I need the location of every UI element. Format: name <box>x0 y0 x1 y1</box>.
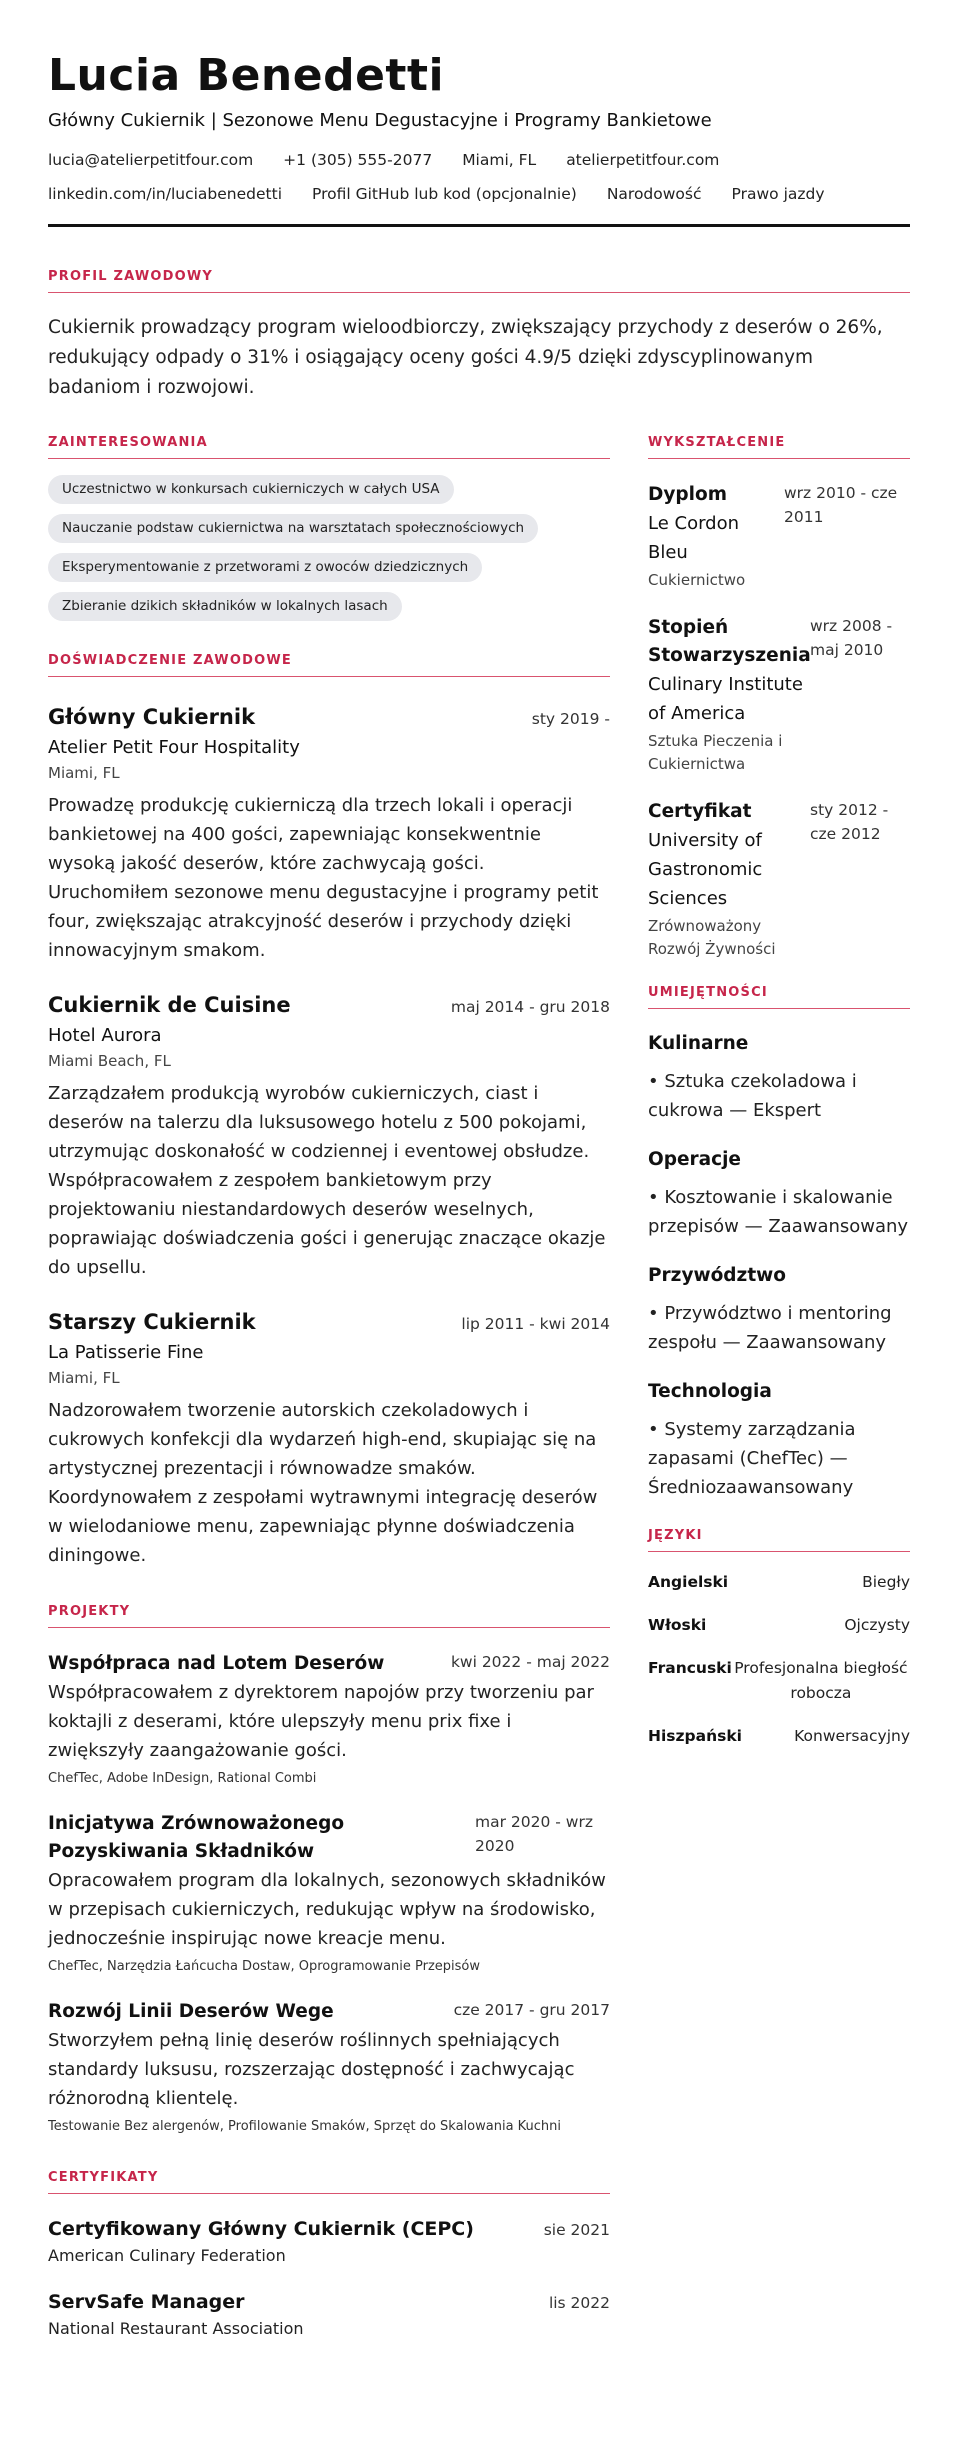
job-entry <box>48 991 610 1282</box>
project-description: Współpracowałem z dyrektorem napojów przy tworzeniu par koktajli z deserami, które ulepszyły menu prix fixe i zwiększyły zaangażowanie gości. <box>48 1682 594 1761</box>
left-column <box>48 435 610 2340</box>
language-name: Włoski <box>648 1616 707 1634</box>
right-column <box>648 435 910 2340</box>
interest-chip: Nauczanie podstaw cukiernictwa na warsztatach społecznościowych <box>48 514 538 543</box>
project-description: Stworzyłem pełną linię deserów roślinnych spełniających standardy luksusu, rozszerzając dostępność i zachwycając różnorodną klientelę. <box>48 2030 575 2109</box>
contact-nationality: Narodowość <box>606 185 702 203</box>
interests-title: ZAINTERESOWANIA <box>48 435 610 459</box>
job-date: lip 2011 - kwi 2014 <box>461 1315 610 1333</box>
skill-item: • Systemy zarządzania zapasami (ChefTec) — Średniozaawansowany <box>648 1419 856 1498</box>
language-level: Konwersacyjny <box>794 1727 910 1745</box>
resume-header <box>48 48 910 227</box>
language-name: Francuski <box>648 1659 732 1677</box>
certification-title: ServSafe Manager <box>48 2291 245 2313</box>
job-title: Starszy Cukiernik <box>48 1310 256 1334</box>
contact-email[interactable]: lucia@atelierpetitfour.com <box>48 151 254 169</box>
job-company: Hotel Aurora <box>48 1025 162 1046</box>
skills-section <box>648 985 910 1502</box>
project-title: Współpraca nad Lotem Deserów <box>48 1653 385 1674</box>
project-date: kwi 2022 - maj 2022 <box>450 1653 610 1671</box>
skills-title: UMIEJĘTNOŚCI <box>648 985 910 1009</box>
certification-entry <box>48 2289 610 2340</box>
education-school: Le Cordon Bleu <box>648 513 740 563</box>
language-row <box>648 1570 910 1595</box>
education-field: Sztuka Pieczenia i Cukiernictwa <box>648 732 783 773</box>
projects-section <box>48 1604 610 2136</box>
project-tech: Testowanie Bez alergenów, Profilowanie Smaków, Sprzęt do Skalowania Kuchni <box>48 2119 562 2134</box>
job-company: La Patisserie Fine <box>48 1342 204 1363</box>
education-field: Zrównoważony Rozwój Żywności <box>648 917 776 958</box>
language-level: Biegły <box>862 1573 910 1591</box>
language-row <box>648 1724 910 1749</box>
project-date: mar 2020 - wrz 2020 <box>475 1813 593 1855</box>
contact-location: Miami, FL <box>462 151 537 169</box>
job-entry <box>48 703 610 965</box>
summary-text: Cukiernik prowadzący program wieloodbiorczy, zwiększający przychody z deserów o 26%, redukujący odpady o 31% i osiągający oceny gości 4.9/5 dzięki zdyscyplinowanym badaniom i rozwojowi. <box>48 317 883 398</box>
job-location: Miami Beach, FL <box>48 1052 171 1070</box>
skill-category: Technologia <box>648 1381 772 1402</box>
contact-linkedin[interactable]: linkedin.com/in/luciabenedetti <box>48 185 282 203</box>
contact-list <box>48 148 928 206</box>
skill-category: Kulinarne <box>648 1033 749 1054</box>
certification-org: American Culinary Federation <box>48 2246 286 2265</box>
job-title: Główny Cukiernik <box>48 705 256 729</box>
job-date: sty 2019 - <box>531 710 610 728</box>
project-entry <box>48 1998 610 2136</box>
education-field: Cukiernictwo <box>648 571 746 589</box>
languages-section <box>648 1528 910 1749</box>
contact-driving-license: Prawo jazdy <box>731 185 825 203</box>
project-title: Inicjatywa Zrównoważonego Pozyskiwania Składników <box>48 1813 345 1862</box>
certifications-title: CERTYFIKATY <box>48 2170 610 2194</box>
summary-title: PROFIL ZAWODOWY <box>48 269 910 293</box>
two-column-body <box>48 435 910 2340</box>
certification-date: lis 2022 <box>548 2294 610 2312</box>
contact-github[interactable]: Profil GitHub lub kod (opcjonalnie) <box>312 185 577 203</box>
job-description: Zarządzałem produkcją wyrobów cukierniczych, ciast i deserów na talerzu dla luksusowego hotelu z 500 pokojami, utrzymując doskonałość w codziennej i eventowej obsłudze. Współpracowałem z zespołem bankietowym przy projektowaniu niestandardowych deserów weselnych, poprawiając doświadczenia gości i generując znaczące okazje do upsellu. <box>48 1083 606 1278</box>
certification-date: sie 2021 <box>543 2221 610 2239</box>
contact-website[interactable]: atelierpetitfour.com <box>566 151 720 169</box>
interest-chip-list <box>48 475 610 621</box>
certification-title: Certyfikowany Główny Cukiernik (CEPC) <box>48 2218 474 2240</box>
education-degree: Stopień Stowarzyszenia <box>648 617 811 666</box>
skill-category: Przywództwo <box>648 1265 786 1286</box>
job-date: maj 2014 - gru 2018 <box>450 998 610 1016</box>
job-company: Atelier Petit Four Hospitality <box>48 737 300 758</box>
language-row <box>648 1613 910 1638</box>
education-degree: Certyfikat <box>648 801 752 822</box>
project-description: Opracowałem program dla lokalnych, sezonowych składników w przepisach cukierniczych, redukując wpływ na środowisko, jednocześnie inspirując nowe kreacje menu. <box>48 1870 606 1949</box>
language-row <box>648 1656 910 1706</box>
education-date: sty 2012 - cze 2012 <box>810 801 889 843</box>
certifications-section <box>48 2170 610 2340</box>
project-title: Rozwój Linii Deserów Wege <box>48 2001 334 2022</box>
interests-section <box>48 435 610 621</box>
job-location: Miami, FL <box>48 1369 120 1387</box>
job-description: Prowadzę produkcję cukierniczą dla trzech lokali i operacji bankietowej na 400 gości, zapewniając konsekwentnie wysoką jakość deserów, które zachwycają gości. Uruchomiłem sezonowe menu degustacyjne i programy petit four, zwiększając atrakcyjność deserów i przychody dzięki innowacyjnym smakom. <box>48 795 599 961</box>
project-entry <box>48 1810 610 1976</box>
job-title: Cukiernik de Cuisine <box>48 993 291 1017</box>
skill-item: • Przywództwo i mentoring zespołu — Zaawansowany <box>648 1303 892 1353</box>
language-level: Profesjonalna biegłość robocza <box>734 1659 908 1702</box>
education-degree: Dyplom <box>648 484 727 505</box>
skill-item: • Kosztowanie i skalowanie przepisów — Zaawansowany <box>648 1187 909 1237</box>
education-section <box>648 435 910 961</box>
job-entry <box>48 1308 610 1570</box>
education-entry <box>648 481 910 592</box>
candidate-name: Lucia Benedetti <box>48 50 445 101</box>
header-divider <box>48 224 910 227</box>
interest-chip: Zbieranie dzikich składników w lokalnych lasach <box>48 592 402 621</box>
education-entry <box>648 798 910 961</box>
project-tech: ChefTec, Narzędzia Łańcucha Dostaw, Oprogramowanie Przepisów <box>48 1959 481 1974</box>
certification-org: National Restaurant Association <box>48 2319 304 2338</box>
education-school: Culinary Institute of America <box>648 674 803 724</box>
candidate-tagline: Główny Cukiernik | Sezonowe Menu Degustacyjne i Programy Bankietowe <box>48 110 712 131</box>
education-title: WYKSZTAŁCENIE <box>648 435 910 459</box>
experience-section <box>48 653 610 1570</box>
summary-section <box>48 269 910 403</box>
languages-title: JĘZYKI <box>648 1528 910 1552</box>
resume <box>48 48 910 2340</box>
education-entry <box>648 614 910 776</box>
language-name: Hiszpański <box>648 1727 742 1745</box>
interest-chip: Eksperymentowanie z przetworami z owoców dziedzicznych <box>48 553 482 582</box>
language-name: Angielski <box>648 1573 729 1591</box>
project-tech: ChefTec, Adobe InDesign, Rational Combi <box>48 1771 317 1786</box>
projects-title: PROJEKTY <box>48 1604 610 1628</box>
education-date: wrz 2010 - cze 2011 <box>784 484 898 526</box>
project-entry <box>48 1650 610 1788</box>
education-date: wrz 2008 - maj 2010 <box>810 617 893 659</box>
skill-category: Operacje <box>648 1149 741 1170</box>
job-description: Nadzorowałem tworzenie autorskich czekoladowych i cukrowych konfekcji dla wydarzeń high-end, skupiając się na artystycznej prezentacji i równowadze smaków. Koordynowałem z zespołami wytrawnymi integrację deserów w wielodaniowe menu, zapewniając płynne doświadczenia diningowe. <box>48 1400 598 1566</box>
project-date: cze 2017 - gru 2017 <box>453 2001 610 2019</box>
education-school: University of Gastronomic Sciences <box>648 830 763 909</box>
experience-title: DOŚWIADCZENIE ZAWODOWE <box>48 653 610 677</box>
language-level: Ojczysty <box>844 1616 910 1634</box>
certification-entry <box>48 2216 610 2267</box>
contact-phone[interactable]: +1 (305) 555-2077 <box>283 151 433 169</box>
skill-item: • Sztuka czekoladowa i cukrowa — Ekspert <box>648 1071 857 1121</box>
interest-chip: Uczestnictwo w konkursach cukierniczych w całych USA <box>48 475 454 504</box>
job-location: Miami, FL <box>48 764 120 782</box>
